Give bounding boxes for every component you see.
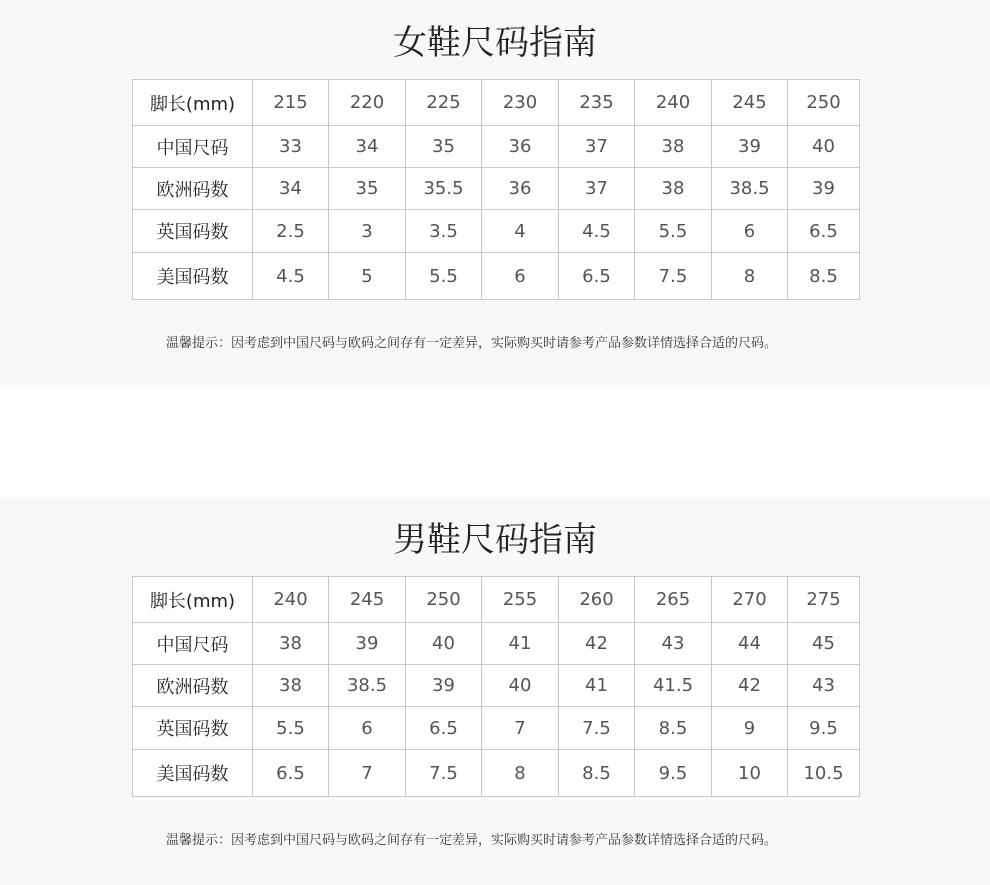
table-cell: 34 — [329, 126, 406, 168]
table-row — [133, 707, 860, 750]
table-cell: 8.5 — [788, 253, 860, 300]
table-cell: 8.5 — [559, 750, 635, 797]
row-label: 中国尺码 — [133, 126, 253, 168]
table-cell: 39 — [788, 168, 860, 210]
table-cell: 7.5 — [635, 253, 712, 300]
table-cell: 41.5 — [635, 665, 712, 707]
table-row — [133, 623, 860, 665]
table-cell: 6 — [482, 253, 559, 300]
table-cell: 260 — [559, 577, 635, 623]
women-size-table — [132, 79, 860, 300]
table-cell: 5 — [329, 253, 406, 300]
table-cell: 7 — [482, 707, 559, 750]
table-cell: 38.5 — [712, 168, 788, 210]
table-cell: 38 — [253, 623, 329, 665]
table-cell: 240 — [635, 80, 712, 126]
table-cell: 8 — [482, 750, 559, 797]
row-label: 美国码数 — [133, 253, 253, 300]
women-guide-title: 女鞋尺码指南 — [393, 23, 597, 63]
table-cell: 220 — [329, 80, 406, 126]
table-cell: 4 — [482, 210, 559, 253]
women-size-note: 温馨提示：因考虑到中国尺码与欧码之间存有一定差异，实际购买时请参考产品参数详情选择合适的尺码。 — [166, 336, 778, 351]
table-cell: 44 — [712, 623, 788, 665]
table-cell: 40 — [406, 623, 482, 665]
table-cell: 6 — [329, 707, 406, 750]
row-label: 欧洲码数 — [133, 168, 253, 210]
table-cell: 37 — [559, 168, 635, 210]
table-cell: 8 — [712, 253, 788, 300]
table-row — [133, 168, 860, 210]
table-row — [133, 750, 860, 797]
table-cell: 10 — [712, 750, 788, 797]
table-cell: 45 — [788, 623, 860, 665]
table-cell: 6.5 — [253, 750, 329, 797]
table-cell: 240 — [253, 577, 329, 623]
table-cell: 250 — [788, 80, 860, 126]
table-cell: 2.5 — [253, 210, 329, 253]
table-cell: 270 — [712, 577, 788, 623]
table-cell: 235 — [559, 80, 635, 126]
row-label: 美国码数 — [133, 750, 253, 797]
table-cell: 39 — [329, 623, 406, 665]
table-cell: 230 — [482, 80, 559, 126]
table-cell: 250 — [406, 577, 482, 623]
table-cell: 37 — [559, 126, 635, 168]
table-cell: 34 — [253, 168, 329, 210]
table-row — [133, 665, 860, 707]
table-cell: 6.5 — [788, 210, 860, 253]
table-row — [133, 210, 860, 253]
table-cell: 41 — [559, 665, 635, 707]
men-size-guide-section — [0, 497, 990, 885]
table-cell: 9.5 — [788, 707, 860, 750]
table-cell: 42 — [559, 623, 635, 665]
table-cell: 10.5 — [788, 750, 860, 797]
table-cell: 7 — [329, 750, 406, 797]
table-row — [133, 126, 860, 168]
table-cell: 38.5 — [329, 665, 406, 707]
table-cell: 43 — [635, 623, 712, 665]
table-row — [133, 253, 860, 300]
table-cell: 7.5 — [406, 750, 482, 797]
table-cell: 35 — [406, 126, 482, 168]
row-label: 脚长(mm) — [133, 80, 253, 126]
table-cell: 265 — [635, 577, 712, 623]
table-cell: 245 — [712, 80, 788, 126]
table-cell: 275 — [788, 577, 860, 623]
table-cell: 6.5 — [559, 253, 635, 300]
table-cell: 8.5 — [635, 707, 712, 750]
table-cell: 225 — [406, 80, 482, 126]
table-cell: 4.5 — [559, 210, 635, 253]
table-cell: 3 — [329, 210, 406, 253]
table-cell: 9.5 — [635, 750, 712, 797]
women-table-body — [133, 80, 860, 300]
table-row — [133, 577, 860, 623]
table-cell: 5.5 — [635, 210, 712, 253]
table-cell: 40 — [788, 126, 860, 168]
table-cell: 38 — [635, 168, 712, 210]
table-cell: 39 — [712, 126, 788, 168]
table-cell: 6.5 — [406, 707, 482, 750]
table-cell: 35 — [329, 168, 406, 210]
table-cell: 38 — [635, 126, 712, 168]
table-cell: 215 — [253, 80, 329, 126]
men-guide-title: 男鞋尺码指南 — [393, 520, 597, 560]
table-cell: 41 — [482, 623, 559, 665]
table-cell: 42 — [712, 665, 788, 707]
table-cell: 38 — [253, 665, 329, 707]
table-cell: 40 — [482, 665, 559, 707]
table-cell: 33 — [253, 126, 329, 168]
table-cell: 9 — [712, 707, 788, 750]
table-cell: 5.5 — [253, 707, 329, 750]
table-cell: 4.5 — [253, 253, 329, 300]
row-label: 英国码数 — [133, 707, 253, 750]
table-cell: 39 — [406, 665, 482, 707]
table-cell: 255 — [482, 577, 559, 623]
row-label: 脚长(mm) — [133, 577, 253, 623]
table-cell: 3.5 — [406, 210, 482, 253]
table-cell: 43 — [788, 665, 860, 707]
men-size-table — [132, 576, 860, 797]
table-cell: 245 — [329, 577, 406, 623]
row-label: 欧洲码数 — [133, 665, 253, 707]
table-cell: 35.5 — [406, 168, 482, 210]
table-row — [133, 80, 860, 126]
table-cell: 6 — [712, 210, 788, 253]
table-cell: 36 — [482, 168, 559, 210]
men-size-note: 温馨提示：因考虑到中国尺码与欧码之间存有一定差异，实际购买时请参考产品参数详情选择合适的尺码。 — [166, 833, 778, 848]
women-size-guide-section — [0, 0, 990, 388]
table-cell: 36 — [482, 126, 559, 168]
men-table-body — [133, 577, 860, 797]
table-cell: 7.5 — [559, 707, 635, 750]
row-label: 英国码数 — [133, 210, 253, 253]
table-cell: 5.5 — [406, 253, 482, 300]
row-label: 中国尺码 — [133, 623, 253, 665]
